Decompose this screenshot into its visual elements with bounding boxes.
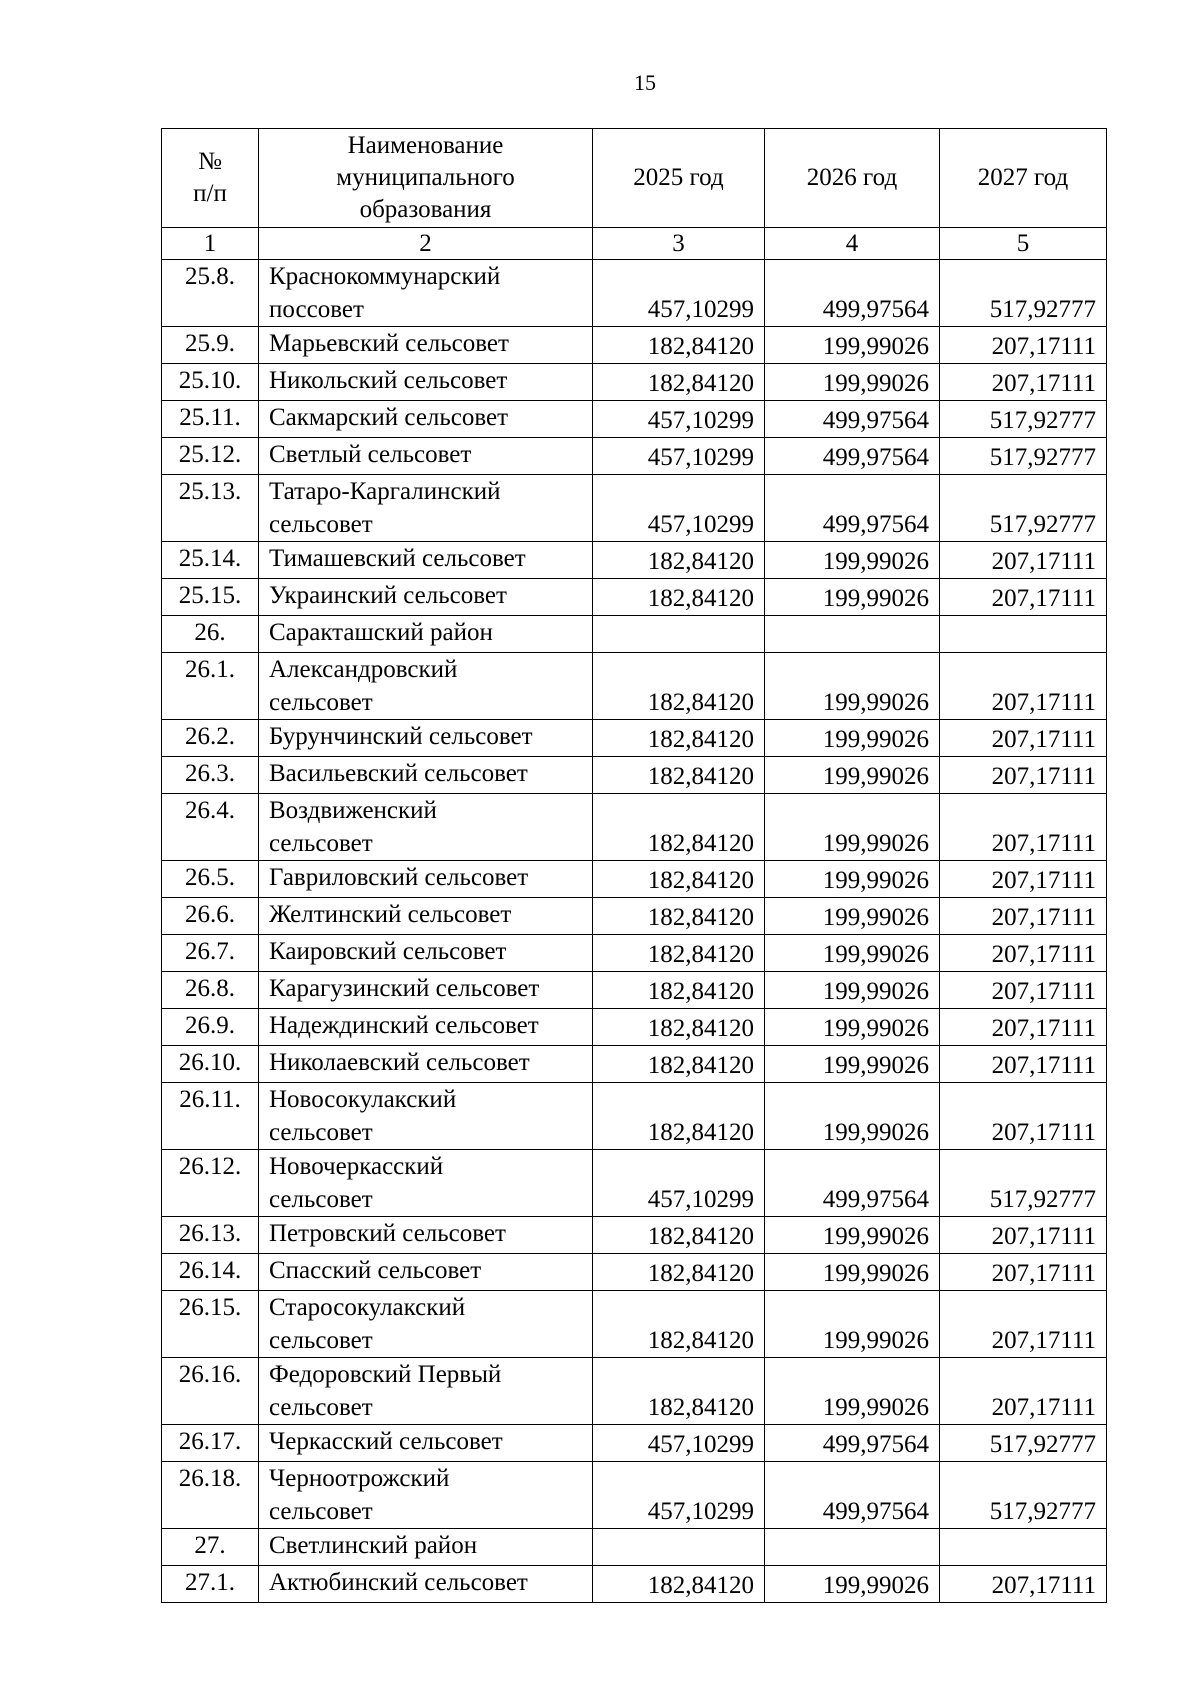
value-2025: 182,84120 — [593, 794, 765, 861]
municipality-name-line: сельсовет — [269, 830, 373, 857]
value-2025: 182,84120 — [593, 1254, 765, 1291]
value-2026: 199,99026 — [765, 898, 940, 935]
municipality-name — [259, 1425, 593, 1462]
table-row — [162, 327, 1107, 364]
value-2026: 499,97564 — [765, 475, 940, 542]
value-2026: 199,99026 — [765, 1083, 940, 1150]
value-2025: 182,84120 — [593, 720, 765, 757]
municipality-name — [259, 438, 593, 475]
table-row — [162, 1083, 1107, 1150]
municipality-name — [259, 935, 593, 972]
municipality-name-line: Новочеркасский — [269, 1153, 444, 1180]
value-2025 — [593, 616, 765, 653]
row-number: 27. — [162, 1529, 259, 1566]
value-2027: 517,92777 — [940, 260, 1107, 327]
value-2025: 457,10299 — [593, 401, 765, 438]
table-row — [162, 438, 1107, 475]
table-row — [162, 401, 1107, 438]
value-2025: 182,84120 — [593, 1083, 765, 1150]
municipality-name — [259, 327, 593, 364]
municipality-name-line: сельсовет — [269, 511, 373, 538]
municipality-name-line: Желтинский сельсовет — [269, 901, 512, 928]
municipality-name — [259, 475, 593, 542]
table-row — [162, 260, 1107, 327]
value-2026: 199,99026 — [765, 1358, 940, 1425]
value-2026: 199,99026 — [765, 1291, 940, 1358]
row-number: 26.17. — [162, 1425, 259, 1462]
column-number: 2 — [259, 228, 593, 260]
value-2027 — [940, 616, 1107, 653]
municipality-name-line: Никольский сельсовет — [269, 367, 508, 394]
value-2025: 457,10299 — [593, 1462, 765, 1529]
municipality-name-line: Спасский сельсовет — [269, 1257, 482, 1284]
municipality-name — [259, 542, 593, 579]
table-row — [162, 579, 1107, 616]
table-row — [162, 1425, 1107, 1462]
row-number: 25.11. — [162, 401, 259, 438]
page-number: 15 — [634, 70, 656, 95]
value-2027: 207,17111 — [940, 1217, 1107, 1254]
table-row — [162, 972, 1107, 1009]
row-number: 25.10. — [162, 364, 259, 401]
value-2025: 182,84120 — [593, 935, 765, 972]
value-2026: 499,97564 — [765, 438, 940, 475]
column-number: 4 — [765, 228, 940, 260]
table-row — [162, 653, 1107, 720]
header-num — [162, 129, 259, 228]
row-number: 26.18. — [162, 1462, 259, 1529]
table-row — [162, 475, 1107, 542]
municipality-name-line: сельсовет — [269, 1186, 373, 1213]
value-2025: 457,10299 — [593, 1425, 765, 1462]
value-2026: 199,99026 — [765, 364, 940, 401]
table-row — [162, 935, 1107, 972]
value-2026: 499,97564 — [765, 260, 940, 327]
row-number: 26. — [162, 616, 259, 653]
municipality-name-line: сельсовет — [269, 1394, 373, 1421]
value-2027: 207,17111 — [940, 898, 1107, 935]
row-number: 26.11. — [162, 1083, 259, 1150]
municipality-name — [259, 1217, 593, 1254]
header-num-line: № — [198, 148, 222, 175]
header-name-line: образования — [359, 196, 492, 223]
row-number: 25.13. — [162, 475, 259, 542]
table-row — [162, 861, 1107, 898]
value-2025: 182,84120 — [593, 1217, 765, 1254]
table-row — [162, 616, 1107, 653]
row-number: 26.13. — [162, 1217, 259, 1254]
municipality-name — [259, 401, 593, 438]
value-2025: 182,84120 — [593, 579, 765, 616]
allocation-table — [161, 128, 1107, 1603]
value-2027: 207,17111 — [940, 542, 1107, 579]
value-2027: 517,92777 — [940, 1425, 1107, 1462]
row-number: 26.9. — [162, 1009, 259, 1046]
row-number: 25.15. — [162, 579, 259, 616]
table-row — [162, 898, 1107, 935]
value-2026: 499,97564 — [765, 401, 940, 438]
column-number: 3 — [593, 228, 765, 260]
municipality-name-line: Татаро-Каргалинский — [269, 478, 501, 505]
municipality-name-line: Черкасский сельсовет — [269, 1428, 503, 1455]
value-2027: 517,92777 — [940, 475, 1107, 542]
municipality-name-line: сельсовет — [269, 1498, 373, 1525]
header-name-line: муниципального — [336, 164, 515, 191]
municipality-name-line: Карагузинский сельсовет — [269, 975, 540, 1002]
value-2025 — [593, 1529, 765, 1566]
value-2026: 199,99026 — [765, 1217, 940, 1254]
value-2027: 207,17111 — [940, 1291, 1107, 1358]
municipality-name — [259, 898, 593, 935]
row-number: 26.14. — [162, 1254, 259, 1291]
table-row — [162, 757, 1107, 794]
value-2026: 199,99026 — [765, 1254, 940, 1291]
header-name — [259, 129, 593, 228]
row-number: 26.2. — [162, 720, 259, 757]
municipality-name-line: Краснокоммунарский — [269, 263, 501, 290]
value-2027: 207,17111 — [940, 935, 1107, 972]
municipality-name-line: Марьевский сельсовет — [269, 330, 509, 357]
value-2026: 199,99026 — [765, 1046, 940, 1083]
municipality-name — [259, 1358, 593, 1425]
value-2026: 499,97564 — [765, 1150, 940, 1217]
value-2027: 207,17111 — [940, 720, 1107, 757]
value-2026: 199,99026 — [765, 1009, 940, 1046]
municipality-name-line: поссовет — [269, 296, 364, 323]
table-row — [162, 1254, 1107, 1291]
municipality-name-line: Новосокулакский — [269, 1086, 457, 1113]
municipality-name-line: Актюбинский сельсовет — [269, 1569, 528, 1596]
row-number: 25.12. — [162, 438, 259, 475]
value-2026 — [765, 616, 940, 653]
value-2025: 182,84120 — [593, 1291, 765, 1358]
row-number: 26.10. — [162, 1046, 259, 1083]
municipality-name-line: Светлинский район — [269, 1532, 478, 1559]
row-number: 25.8. — [162, 260, 259, 327]
table-row — [162, 1150, 1107, 1217]
value-2025: 457,10299 — [593, 438, 765, 475]
municipality-name — [259, 1150, 593, 1217]
municipality-name — [259, 579, 593, 616]
value-2027: 517,92777 — [940, 1150, 1107, 1217]
table-row — [162, 1009, 1107, 1046]
header-row — [162, 129, 1107, 228]
municipality-name-line: Саракташский район — [269, 619, 493, 646]
row-number: 26.15. — [162, 1291, 259, 1358]
value-2027: 207,17111 — [940, 1566, 1107, 1603]
municipality-name — [259, 616, 593, 653]
value-2027: 207,17111 — [940, 579, 1107, 616]
table-row — [162, 1566, 1107, 1603]
value-2027: 207,17111 — [940, 1254, 1107, 1291]
value-2025: 182,84120 — [593, 542, 765, 579]
municipality-name — [259, 757, 593, 794]
row-number: 26.12. — [162, 1150, 259, 1217]
header-num-line: п/п — [193, 180, 227, 207]
municipality-name — [259, 1529, 593, 1566]
value-2025: 182,84120 — [593, 1009, 765, 1046]
value-2026: 199,99026 — [765, 327, 940, 364]
table-row — [162, 1217, 1107, 1254]
municipality-name-line: сельсовет — [269, 1119, 373, 1146]
value-2025: 457,10299 — [593, 475, 765, 542]
value-2027: 207,17111 — [940, 972, 1107, 1009]
value-2026: 199,99026 — [765, 542, 940, 579]
value-2027: 207,17111 — [940, 1358, 1107, 1425]
municipality-name-line: Светлый сельсовет — [269, 441, 472, 468]
value-2025: 182,84120 — [593, 972, 765, 1009]
municipality-name-line: Каировский сельсовет — [269, 938, 507, 965]
value-2025: 182,84120 — [593, 364, 765, 401]
header-2027: 2027 год — [940, 129, 1107, 228]
municipality-name — [259, 720, 593, 757]
value-2027: 207,17111 — [940, 327, 1107, 364]
row-number: 26.7. — [162, 935, 259, 972]
municipality-name-line: Сакмарский сельсовет — [269, 404, 509, 431]
value-2025: 182,84120 — [593, 898, 765, 935]
value-2027: 207,17111 — [940, 794, 1107, 861]
value-2026: 199,99026 — [765, 579, 940, 616]
municipality-name-line: Бурунчинский сельсовет — [269, 723, 533, 750]
value-2027: 207,17111 — [940, 1083, 1107, 1150]
municipality-name-line: Александровский — [269, 656, 458, 683]
row-number: 25.9. — [162, 327, 259, 364]
municipality-name-line: Васильевский сельсовет — [269, 760, 528, 787]
municipality-name — [259, 653, 593, 720]
value-2027: 517,92777 — [940, 401, 1107, 438]
municipality-name-line: Воздвиженский — [269, 797, 437, 824]
municipality-name-line: Гавриловский сельсовет — [269, 864, 529, 891]
municipality-name-line: Старосокулакский — [269, 1294, 466, 1321]
value-2026: 499,97564 — [765, 1462, 940, 1529]
table-row — [162, 542, 1107, 579]
header-2025: 2025 год — [593, 129, 765, 228]
value-2026: 199,99026 — [765, 794, 940, 861]
value-2027: 207,17111 — [940, 1046, 1107, 1083]
value-2027: 207,17111 — [940, 653, 1107, 720]
value-2027: 207,17111 — [940, 757, 1107, 794]
table-row — [162, 1358, 1107, 1425]
value-2027 — [940, 1529, 1107, 1566]
value-2026: 199,99026 — [765, 653, 940, 720]
value-2026: 199,99026 — [765, 720, 940, 757]
value-2026: 199,99026 — [765, 935, 940, 972]
value-2026: 199,99026 — [765, 1566, 940, 1603]
row-number: 26.16. — [162, 1358, 259, 1425]
value-2025: 182,84120 — [593, 653, 765, 720]
municipality-name — [259, 1462, 593, 1529]
value-2026: 199,99026 — [765, 972, 940, 1009]
municipality-name — [259, 1566, 593, 1603]
municipality-name — [259, 260, 593, 327]
value-2027: 207,17111 — [940, 861, 1107, 898]
value-2026: 199,99026 — [765, 861, 940, 898]
municipality-name-line: Петровский сельсовет — [269, 1220, 506, 1247]
municipality-name — [259, 1009, 593, 1046]
value-2027: 517,92777 — [940, 1462, 1107, 1529]
table-header — [162, 129, 1107, 260]
table-row — [162, 1462, 1107, 1529]
row-number: 26.4. — [162, 794, 259, 861]
table-row — [162, 1529, 1107, 1566]
row-number: 26.5. — [162, 861, 259, 898]
table-row — [162, 794, 1107, 861]
municipality-name-line: Украинский сельсовет — [269, 582, 507, 609]
value-2025: 182,84120 — [593, 757, 765, 794]
column-number: 1 — [162, 228, 259, 260]
table-row — [162, 720, 1107, 757]
table-body — [162, 260, 1107, 1603]
municipality-name — [259, 1291, 593, 1358]
header-2026: 2026 год — [765, 129, 940, 228]
value-2025: 457,10299 — [593, 260, 765, 327]
value-2026: 499,97564 — [765, 1425, 940, 1462]
municipality-name-line: Черноотрожский — [269, 1465, 450, 1492]
value-2025: 182,84120 — [593, 861, 765, 898]
row-number: 25.14. — [162, 542, 259, 579]
table-row — [162, 1046, 1107, 1083]
municipality-name-line: Надеждинский сельсовет — [269, 1012, 539, 1039]
value-2027: 207,17111 — [940, 1009, 1107, 1046]
municipality-name-line: Тимашевский сельсовет — [269, 545, 526, 572]
table-row — [162, 364, 1107, 401]
value-2025: 182,84120 — [593, 327, 765, 364]
municipality-name-line: сельсовет — [269, 689, 373, 716]
table-row — [162, 1291, 1107, 1358]
value-2025: 182,84120 — [593, 1566, 765, 1603]
municipality-name — [259, 1254, 593, 1291]
value-2025: 457,10299 — [593, 1150, 765, 1217]
municipality-name — [259, 1083, 593, 1150]
row-number: 26.6. — [162, 898, 259, 935]
value-2025: 182,84120 — [593, 1358, 765, 1425]
value-2027: 517,92777 — [940, 438, 1107, 475]
header-name-line: Наименование — [347, 132, 504, 159]
municipality-name — [259, 972, 593, 1009]
value-2027: 207,17111 — [940, 364, 1107, 401]
municipality-name — [259, 364, 593, 401]
value-2025: 182,84120 — [593, 1046, 765, 1083]
row-number: 26.8. — [162, 972, 259, 1009]
municipality-name — [259, 794, 593, 861]
row-number: 26.3. — [162, 757, 259, 794]
municipality-name — [259, 861, 593, 898]
column-number-row — [162, 228, 1107, 260]
value-2026: 199,99026 — [765, 757, 940, 794]
value-2026 — [765, 1529, 940, 1566]
row-number: 27.1. — [162, 1566, 259, 1603]
municipality-name-line: Николаевский сельсовет — [269, 1049, 530, 1076]
municipality-name-line: Федоровский Первый — [269, 1361, 502, 1388]
municipality-name — [259, 1046, 593, 1083]
column-number: 5 — [940, 228, 1107, 260]
municipality-name-line: сельсовет — [269, 1327, 373, 1354]
row-number: 26.1. — [162, 653, 259, 720]
